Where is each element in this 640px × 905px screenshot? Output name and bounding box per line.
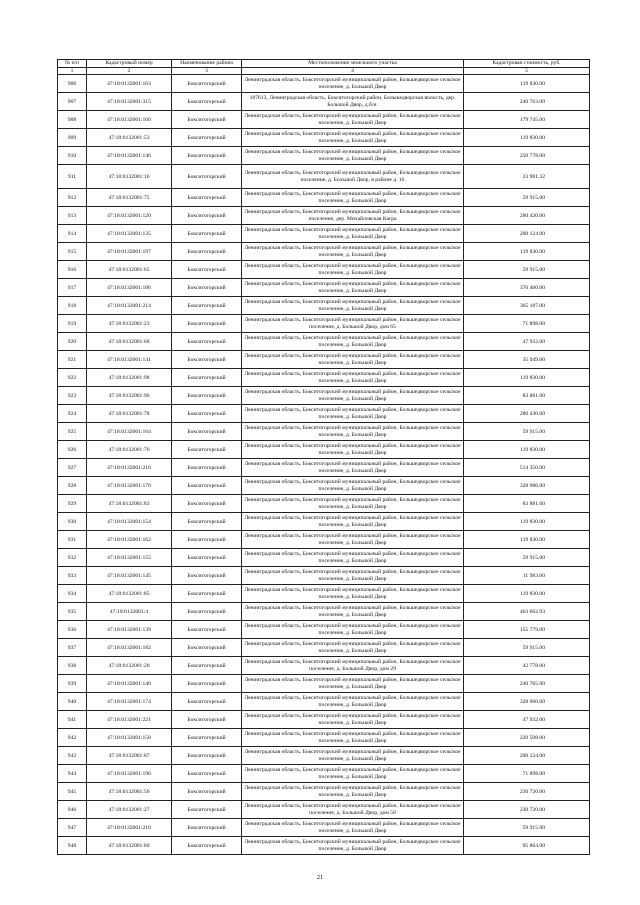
- row-index: 928: [58, 477, 87, 495]
- table-row: [58, 477, 590, 495]
- row-index: 938: [58, 657, 87, 675]
- row-index: 947: [58, 819, 87, 837]
- cadastral-number: 47:18:0132001:196: [87, 765, 172, 783]
- land-location: Ленинградская область, Бокситогорский муниципальный район, Большедворское сельское поселение, д. Большой Двор: [242, 513, 464, 531]
- cadastral-number: 47:18:0132001:216: [87, 459, 172, 477]
- district-name: Бокситогорский: [172, 711, 242, 729]
- row-index: 920: [58, 333, 87, 351]
- table-row: [58, 639, 590, 657]
- land-location: Ленинградская область, Бокситогорский муниципальный район, Большедворское сельское поселение, д. Большой Двор: [242, 189, 464, 207]
- land-location: Ленинградская область, Бокситогорский муниципальный район, Большедворское сельское поселение, д. Большой Двор: [242, 75, 464, 93]
- table-row: [58, 783, 590, 801]
- cadastral-number: 47:18:0132001:158: [87, 729, 172, 747]
- cadastral-number: 47:18:0132001:163: [87, 75, 172, 93]
- district-name: Бокситогорский: [172, 675, 242, 693]
- district-name: Бокситогорский: [172, 165, 242, 189]
- cadastral-table: [57, 59, 590, 855]
- row-index: 912: [58, 189, 87, 207]
- table-row: [58, 603, 590, 621]
- row-index: 916: [58, 261, 87, 279]
- table-row: [58, 279, 590, 297]
- cadastral-cost: 376 460.00: [464, 279, 590, 297]
- row-index: 925: [58, 423, 87, 441]
- row-index: 946: [58, 801, 87, 819]
- district-name: Бокситогорский: [172, 423, 242, 441]
- column-number: 4: [242, 68, 464, 75]
- land-location: Ленинградская область, Бокситогорский муниципальный район, Большедворское сельское поселение, д. Большой Двор: [242, 477, 464, 495]
- cadastral-number: 47:18:0132001:140: [87, 675, 172, 693]
- cadastral-number: 47:18:0132001:65: [87, 261, 172, 279]
- row-index: 910: [58, 147, 87, 165]
- row-index: 922: [58, 369, 87, 387]
- row-index: 923: [58, 387, 87, 405]
- district-name: Бокситогорский: [172, 495, 242, 513]
- row-index: 948: [58, 837, 87, 855]
- cadastral-cost: 119 830.00: [464, 369, 590, 387]
- row-index: 926: [58, 441, 87, 459]
- cadastral-number: 47:18:0132001:210: [87, 819, 172, 837]
- cadastral-number: 47:18:0132001:16: [87, 165, 172, 189]
- cadastral-cost: 230 720.00: [464, 783, 590, 801]
- cadastral-number: 47:18:0132001:154: [87, 513, 172, 531]
- row-index: 931: [58, 531, 87, 549]
- cadastral-number: 47:18:0132001:315: [87, 93, 172, 111]
- table-row: [58, 513, 590, 531]
- land-location: Ленинградская область, Бокситогорский муниципальный район, Большедворское сельское поселение, д. Большой Двор: [242, 351, 464, 369]
- table-row: [58, 837, 590, 855]
- cadastral-cost: 83 881.00: [464, 387, 590, 405]
- cadastral-cost: 119 830.00: [464, 585, 590, 603]
- district-name: Бокситогорский: [172, 93, 242, 111]
- row-index: 918: [58, 297, 87, 315]
- cadastral-cost: 59 915.00: [464, 261, 590, 279]
- cadastral-number: 47:18:0132001:164: [87, 423, 172, 441]
- district-name: Бокситогорский: [172, 693, 242, 711]
- cadastral-number: 47:18:0132001:139: [87, 621, 172, 639]
- district-name: Бокситогорский: [172, 351, 242, 369]
- cadastral-number: 47:18:0132001:162: [87, 531, 172, 549]
- header-district: Наименование района: [172, 60, 242, 68]
- cadastral-cost: 365 187.00: [464, 297, 590, 315]
- table-row: [58, 165, 590, 189]
- cadastral-cost: 119 830.00: [464, 531, 590, 549]
- table-row: [58, 711, 590, 729]
- column-number: 1: [58, 68, 87, 75]
- district-name: Бокситогорский: [172, 129, 242, 147]
- cadastral-number: 47:18:0132001:221: [87, 711, 172, 729]
- land-location: Ленинградская область, Бокситогорский муниципальный район, Большедворское сельское поселение, д. Большой Двор: [242, 423, 464, 441]
- row-index: 924: [58, 405, 87, 423]
- row-index: 914: [58, 225, 87, 243]
- land-location: Ленинградская область, Бокситогорский муниципальный район, Большедворское сельское поселение, дер. Михайловская Кагра: [242, 207, 464, 225]
- land-location: Ленинградская область, Бокситогорский муниципальный район, Большедворское сельское поселение, д. Большой Двор: [242, 459, 464, 477]
- cadastral-cost: 59 915.00: [464, 189, 590, 207]
- row-index: 907: [58, 93, 87, 111]
- cadastral-cost: 119 830.00: [464, 441, 590, 459]
- row-index: 945: [58, 783, 87, 801]
- table-row: [58, 129, 590, 147]
- column-number-row: [58, 68, 590, 75]
- column-number: 5: [464, 68, 590, 75]
- cadastral-number: 47:18:0132001:174: [87, 693, 172, 711]
- header-row: [58, 60, 590, 68]
- land-location: Ленинградская область, Бокситогорский муниципальный район, Большедворское сельское поселение, д. Большой Двор: [242, 129, 464, 147]
- cadastral-number: 47:18:0132001:80: [87, 837, 172, 855]
- land-location: Ленинградская область, Бокситогорский муниципальный район, Большедворское сельское поселение, д. Большой Двор: [242, 567, 464, 585]
- table-row: [58, 189, 590, 207]
- row-index: 935: [58, 603, 87, 621]
- district-name: Бокситогорский: [172, 765, 242, 783]
- land-location: Ленинградская область, Бокситогорский муниципальный район, Большедворское сельское поселение, д. Большой Двор: [242, 585, 464, 603]
- table-row: [58, 459, 590, 477]
- district-name: Бокситогорский: [172, 147, 242, 165]
- table-row: [58, 441, 590, 459]
- district-name: Бокситогорский: [172, 297, 242, 315]
- land-location: Ленинградская область, Бокситогорский муниципальный район, Большедворское сельское поселение, д. Большой Двор: [242, 387, 464, 405]
- table-row: [58, 693, 590, 711]
- district-name: Бокситогорский: [172, 621, 242, 639]
- cadastral-cost: 328 986.00: [464, 477, 590, 495]
- cadastral-number: 47:18:0132001:160: [87, 111, 172, 129]
- cadastral-number: 47:18:0132001:141: [87, 351, 172, 369]
- land-location: Ленинградская область, Бокситогорский муниципальный район, Большедворское сельское поселение, д. Большой Двор: [242, 549, 464, 567]
- cadastral-cost: 200 124.00: [464, 225, 590, 243]
- cadastral-number: 47:18:0132001:23: [87, 315, 172, 333]
- row-index: 927: [58, 459, 87, 477]
- district-name: Бокситогорский: [172, 639, 242, 657]
- cadastral-cost: 59 915.00: [464, 819, 590, 837]
- cadastral-number: 47:18:0132001:53: [87, 129, 172, 147]
- table-row: [58, 747, 590, 765]
- cadastral-cost: 47 932.00: [464, 333, 590, 351]
- header-index: № п/п: [58, 60, 87, 68]
- cadastral-number: 47:18:0132001:135: [87, 225, 172, 243]
- district-name: Бокситогорский: [172, 603, 242, 621]
- cadastral-cost: 119 830.00: [464, 513, 590, 531]
- table-row: [58, 621, 590, 639]
- cadastral-cost: 463 662.93: [464, 603, 590, 621]
- land-location: Ленинградская область, Бокситогорский муниципальный район, Большедворское сельское поселение, д. Большой Двор: [242, 711, 464, 729]
- land-location: Ленинградская область, Бокситогорский муниципальный район, Большедворское сельское поселение, д. Большой Двор, дом 29: [242, 657, 464, 675]
- row-index: 906: [58, 75, 87, 93]
- district-name: Бокситогорский: [172, 315, 242, 333]
- cadastral-cost: 230 720.00: [464, 801, 590, 819]
- cadastral-cost: 119 830.00: [464, 243, 590, 261]
- cadastral-number: 47:18:0132001:87: [87, 747, 172, 765]
- cadastral-number: 47:18:0132001:214: [87, 297, 172, 315]
- table-row: [58, 585, 590, 603]
- table-row: [58, 819, 590, 837]
- table-row: [58, 729, 590, 747]
- district-name: Бокситогорский: [172, 459, 242, 477]
- row-index: 940: [58, 693, 87, 711]
- cadastral-number: 47:18:0132001:170: [87, 477, 172, 495]
- land-location: Ленинградская область, Бокситогорский муниципальный район, Большедворское сельское поселение, д. Большой Двор: [242, 243, 464, 261]
- cadastral-number: 47:18:0132001:98: [87, 369, 172, 387]
- cadastral-cost: 23 981.32: [464, 165, 590, 189]
- cadastral-number: 47:18:0132001:145: [87, 567, 172, 585]
- row-index: 941: [58, 711, 87, 729]
- row-index: 929: [58, 495, 87, 513]
- land-location: Ленинградская область, Бокситогорский муниципальный район, Большедворское сельское поселение, д. Большой Двор: [242, 225, 464, 243]
- table-row: [58, 549, 590, 567]
- row-index: 932: [58, 549, 87, 567]
- row-index: 917: [58, 279, 87, 297]
- header-cost: Кадастровая стоимость, руб.: [464, 60, 590, 68]
- table-row: [58, 531, 590, 549]
- row-index: 911: [58, 165, 87, 189]
- land-location: Ленинградская область, Бокситогорский муниципальный район, Большедворское сельское поселение, д. Большой Двор, дом 58: [242, 801, 464, 819]
- cadastral-number: 47:18:0132001:182: [87, 639, 172, 657]
- table-row: [58, 369, 590, 387]
- district-name: Бокситогорский: [172, 405, 242, 423]
- district-name: Бокситогорский: [172, 387, 242, 405]
- cadastral-number: 47:18:0132001:4: [87, 603, 172, 621]
- cadastral-cost: 95 864.00: [464, 837, 590, 855]
- cadastral-cost: 119 830.00: [464, 129, 590, 147]
- land-location: Ленинградская область, Бокситогорский муниципальный район, Большедворское сельское поселение, д. Большой Двор: [242, 675, 464, 693]
- row-index: 943: [58, 747, 87, 765]
- land-location: Ленинградская область, Бокситогорский муниципальный район, Большедворское сельское поселение, д. Большой Двор: [242, 261, 464, 279]
- district-name: Бокситогорский: [172, 189, 242, 207]
- table-row: [58, 111, 590, 129]
- cadastral-cost: 71 898.00: [464, 765, 590, 783]
- table-row: [58, 675, 590, 693]
- cadastral-cost: 514 350.00: [464, 459, 590, 477]
- district-name: Бокситогорский: [172, 819, 242, 837]
- cadastral-number: 47:18:0132001:186: [87, 279, 172, 297]
- cadastral-number: 47:18:0132001:76: [87, 441, 172, 459]
- table-row: [58, 765, 590, 783]
- land-location: Ленинградская область, Бокситогорский муниципальный район, Большедворское сельское поселение, д. Большой Двор: [242, 531, 464, 549]
- table-row: [58, 351, 590, 369]
- land-location: Ленинградская область, Бокситогорский муниципальный район, Большедворское сельское поселение, д. Большой Двор: [242, 783, 464, 801]
- cadastral-number: 47:18:0132001:60: [87, 333, 172, 351]
- land-location: Ленинградская область, Бокситогорский муниципальный район, Большедворское сельское поселение, д. Большой Двор: [242, 639, 464, 657]
- row-index: 933: [58, 567, 87, 585]
- cadastral-number: 47:18:0132001:20: [87, 657, 172, 675]
- row-index: 944: [58, 765, 87, 783]
- land-location: Ленинградская область, Бокситогорский муниципальный район, Большедворское сельское поселение, д. Большой Двор: [242, 405, 464, 423]
- land-location: Ленинградская область, Бокситогорский муниципальный район, Большедворское сельское поселение, д. Большой Двор: [242, 603, 464, 621]
- cadastral-cost: 59 915.00: [464, 639, 590, 657]
- cadastral-sheet: [57, 59, 589, 855]
- land-location: Ленинградская область, Бокситогорский муниципальный район, Большедворское сельское поселение, д. Большой Двор: [242, 693, 464, 711]
- table-row: [58, 315, 590, 333]
- table-row: [58, 207, 590, 225]
- cadastral-cost: 59 915.00: [464, 549, 590, 567]
- cadastral-cost: 179 745.00: [464, 111, 590, 129]
- cadastral-cost: 59 915.00: [464, 423, 590, 441]
- cadastral-cost: 240 765.00: [464, 675, 590, 693]
- land-location: Ленинградская область, Бокситогорский муниципальный район, Большедворское сельское поселение, д. Большой Двор: [242, 279, 464, 297]
- table-row: [58, 297, 590, 315]
- district-name: Бокситогорский: [172, 243, 242, 261]
- row-index: 915: [58, 243, 87, 261]
- district-name: Бокситогорский: [172, 657, 242, 675]
- row-index: 921: [58, 351, 87, 369]
- land-location: Ленинградская область, Бокситогорский муниципальный район, Большедворское сельское поселение, д. Большой Двор: [242, 495, 464, 513]
- district-name: Бокситогорский: [172, 75, 242, 93]
- cadastral-number: 47:18:0132001:96: [87, 387, 172, 405]
- district-name: Бокситогорский: [172, 801, 242, 819]
- land-location: Ленинградская область, Бокситогорский муниципальный район, Большедворское сельское поселение, д. Большой Двор: [242, 147, 464, 165]
- cadastral-number: 47:18:0132001:75: [87, 189, 172, 207]
- district-name: Бокситогорский: [172, 585, 242, 603]
- table-row: [58, 93, 590, 111]
- cadastral-cost: 280 430.00: [464, 405, 590, 423]
- cadastral-number: 47:18:0132001:78: [87, 405, 172, 423]
- district-name: Бокситогорский: [172, 837, 242, 855]
- land-location: Ленинградская область, Бокситогорский муниципальный район, Большедворское сельское поселение, д. Большой Двор: [242, 747, 464, 765]
- row-index: 934: [58, 585, 87, 603]
- row-index: 919: [58, 315, 87, 333]
- district-name: Бокситогорский: [172, 279, 242, 297]
- cadastral-cost: 11 983.00: [464, 567, 590, 585]
- page-number: 21: [316, 874, 324, 881]
- land-location: Ленинградская область, Бокситогорский муниципальный район, Большедворское сельское поселение, д. Большой Двор: [242, 111, 464, 129]
- table-row: [58, 147, 590, 165]
- cadastral-cost: 42 778.00: [464, 657, 590, 675]
- table-row: [58, 225, 590, 243]
- district-name: Бокситогорский: [172, 729, 242, 747]
- district-name: Бокситогорский: [172, 783, 242, 801]
- table-row: [58, 495, 590, 513]
- row-index: 908: [58, 111, 87, 129]
- header-cadastral-number: Кадастровый номер: [87, 60, 172, 68]
- table-row: [58, 333, 590, 351]
- cadastral-cost: 280 430.00: [464, 207, 590, 225]
- table-row: [58, 243, 590, 261]
- row-index: 930: [58, 513, 87, 531]
- cadastral-number: 47:18:0132001:197: [87, 243, 172, 261]
- cadastral-cost: 155 779.00: [464, 621, 590, 639]
- district-name: Бокситогорский: [172, 567, 242, 585]
- table-row: [58, 801, 590, 819]
- land-location: Ленинградская область, Бокситогорский муниципальный район, Большедворское сельское поселение, д. Большой Двор: [242, 765, 464, 783]
- cadastral-number: 47:18:0132001:120: [87, 207, 172, 225]
- row-index: 909: [58, 129, 87, 147]
- column-number: 3: [172, 68, 242, 75]
- cadastral-cost: 35 949.00: [464, 351, 590, 369]
- header-location: Местоположение земельного участка: [242, 60, 464, 68]
- district-name: Бокситогорский: [172, 207, 242, 225]
- land-location: Ленинградская область, Бокситогорский муниципальный район, Большедворское сельское поселение, д. Большой Двор: [242, 441, 464, 459]
- row-index: 937: [58, 639, 87, 657]
- land-location: Ленинградская область, Бокситогорский муниципальный район, Большедворское сельское поселение, д. Большой Двор: [242, 837, 464, 855]
- land-location: Ленинградская область, Бокситогорский муниципальный район, Большедворское сельское поселение, д. Большой Двор: [242, 297, 464, 315]
- row-index: 942: [58, 729, 87, 747]
- cadastral-cost: 250 778.00: [464, 147, 590, 165]
- cadastral-cost: 119 830.00: [464, 75, 590, 93]
- cadastral-number: 47:18:0132001:56: [87, 783, 172, 801]
- row-index: 936: [58, 621, 87, 639]
- cadastral-cost: 240 763.00: [464, 93, 590, 111]
- row-index: 913: [58, 207, 87, 225]
- table-row: [58, 405, 590, 423]
- cadastral-cost: 220 598.00: [464, 729, 590, 747]
- table-row: [58, 387, 590, 405]
- district-name: Бокситогорский: [172, 441, 242, 459]
- district-name: Бокситогорский: [172, 261, 242, 279]
- land-location: Ленинградская область, Бокситогорский муниципальный район, Большедворское сельское поселение, д. Большой Двор: [242, 369, 464, 387]
- district-name: Бокситогорский: [172, 369, 242, 387]
- district-name: Бокситогорский: [172, 225, 242, 243]
- land-location: Ленинградская область, Бокситогорский муниципальный район, Большедворское сельское поселение, д. Большой Двор: [242, 729, 464, 747]
- table-row: [58, 567, 590, 585]
- land-location: Ленинградская область, Бокситогорский муниципальный район, Большедворское сельское поселение, д. Большой Двор: [242, 333, 464, 351]
- cadastral-number: 47:18:0132001:146: [87, 147, 172, 165]
- cadastral-cost: 83 881.00: [464, 495, 590, 513]
- cadastral-cost: 328 060.00: [464, 693, 590, 711]
- cadastral-number: 47:18:0132001:85: [87, 585, 172, 603]
- land-location: Ленинградская область, Бокситогорский муниципальный район, Большедворское сельское поселение, д. Большой Двор: [242, 621, 464, 639]
- land-location: Ленинградская область, Бокситогорский муниципальный район, Большедворское сельское поселение, д. Большой Двор, дом 65: [242, 315, 464, 333]
- district-name: Бокситогорский: [172, 513, 242, 531]
- land-location: Ленинградская область, Бокситогорский муниципальный район, Большедворское сельское поселение, д. Большой Двор: [242, 819, 464, 837]
- cadastral-number: 47:18:0132001:83: [87, 495, 172, 513]
- table-row: [58, 657, 590, 675]
- district-name: Бокситогорский: [172, 111, 242, 129]
- row-index: 939: [58, 675, 87, 693]
- table-body: [58, 75, 590, 855]
- land-location: Ленинградская область, Бокситогорский муниципальный район, Большедворское сельское поселение, д. Большой Двор, в районе д. 16: [242, 165, 464, 189]
- district-name: Бокситогорский: [172, 531, 242, 549]
- land-location: 187613, Ленинградская область, Бокситогорский район, Большедворская волость, дер. Большой Двор, д.б/н.: [242, 93, 464, 111]
- table-row: [58, 261, 590, 279]
- table-row: [58, 75, 590, 93]
- cadastral-number: 47:18:0132001:27: [87, 801, 172, 819]
- district-name: Бокситогорский: [172, 333, 242, 351]
- district-name: Бокситогорский: [172, 477, 242, 495]
- district-name: Бокситогорский: [172, 747, 242, 765]
- column-number: 2: [87, 68, 172, 75]
- district-name: Бокситогорский: [172, 549, 242, 567]
- cadastral-cost: 200 124.00: [464, 747, 590, 765]
- cadastral-cost: 47 932.00: [464, 711, 590, 729]
- table-row: [58, 423, 590, 441]
- cadastral-number: 47:18:0132001:155: [87, 549, 172, 567]
- cadastral-cost: 71 898.00: [464, 315, 590, 333]
